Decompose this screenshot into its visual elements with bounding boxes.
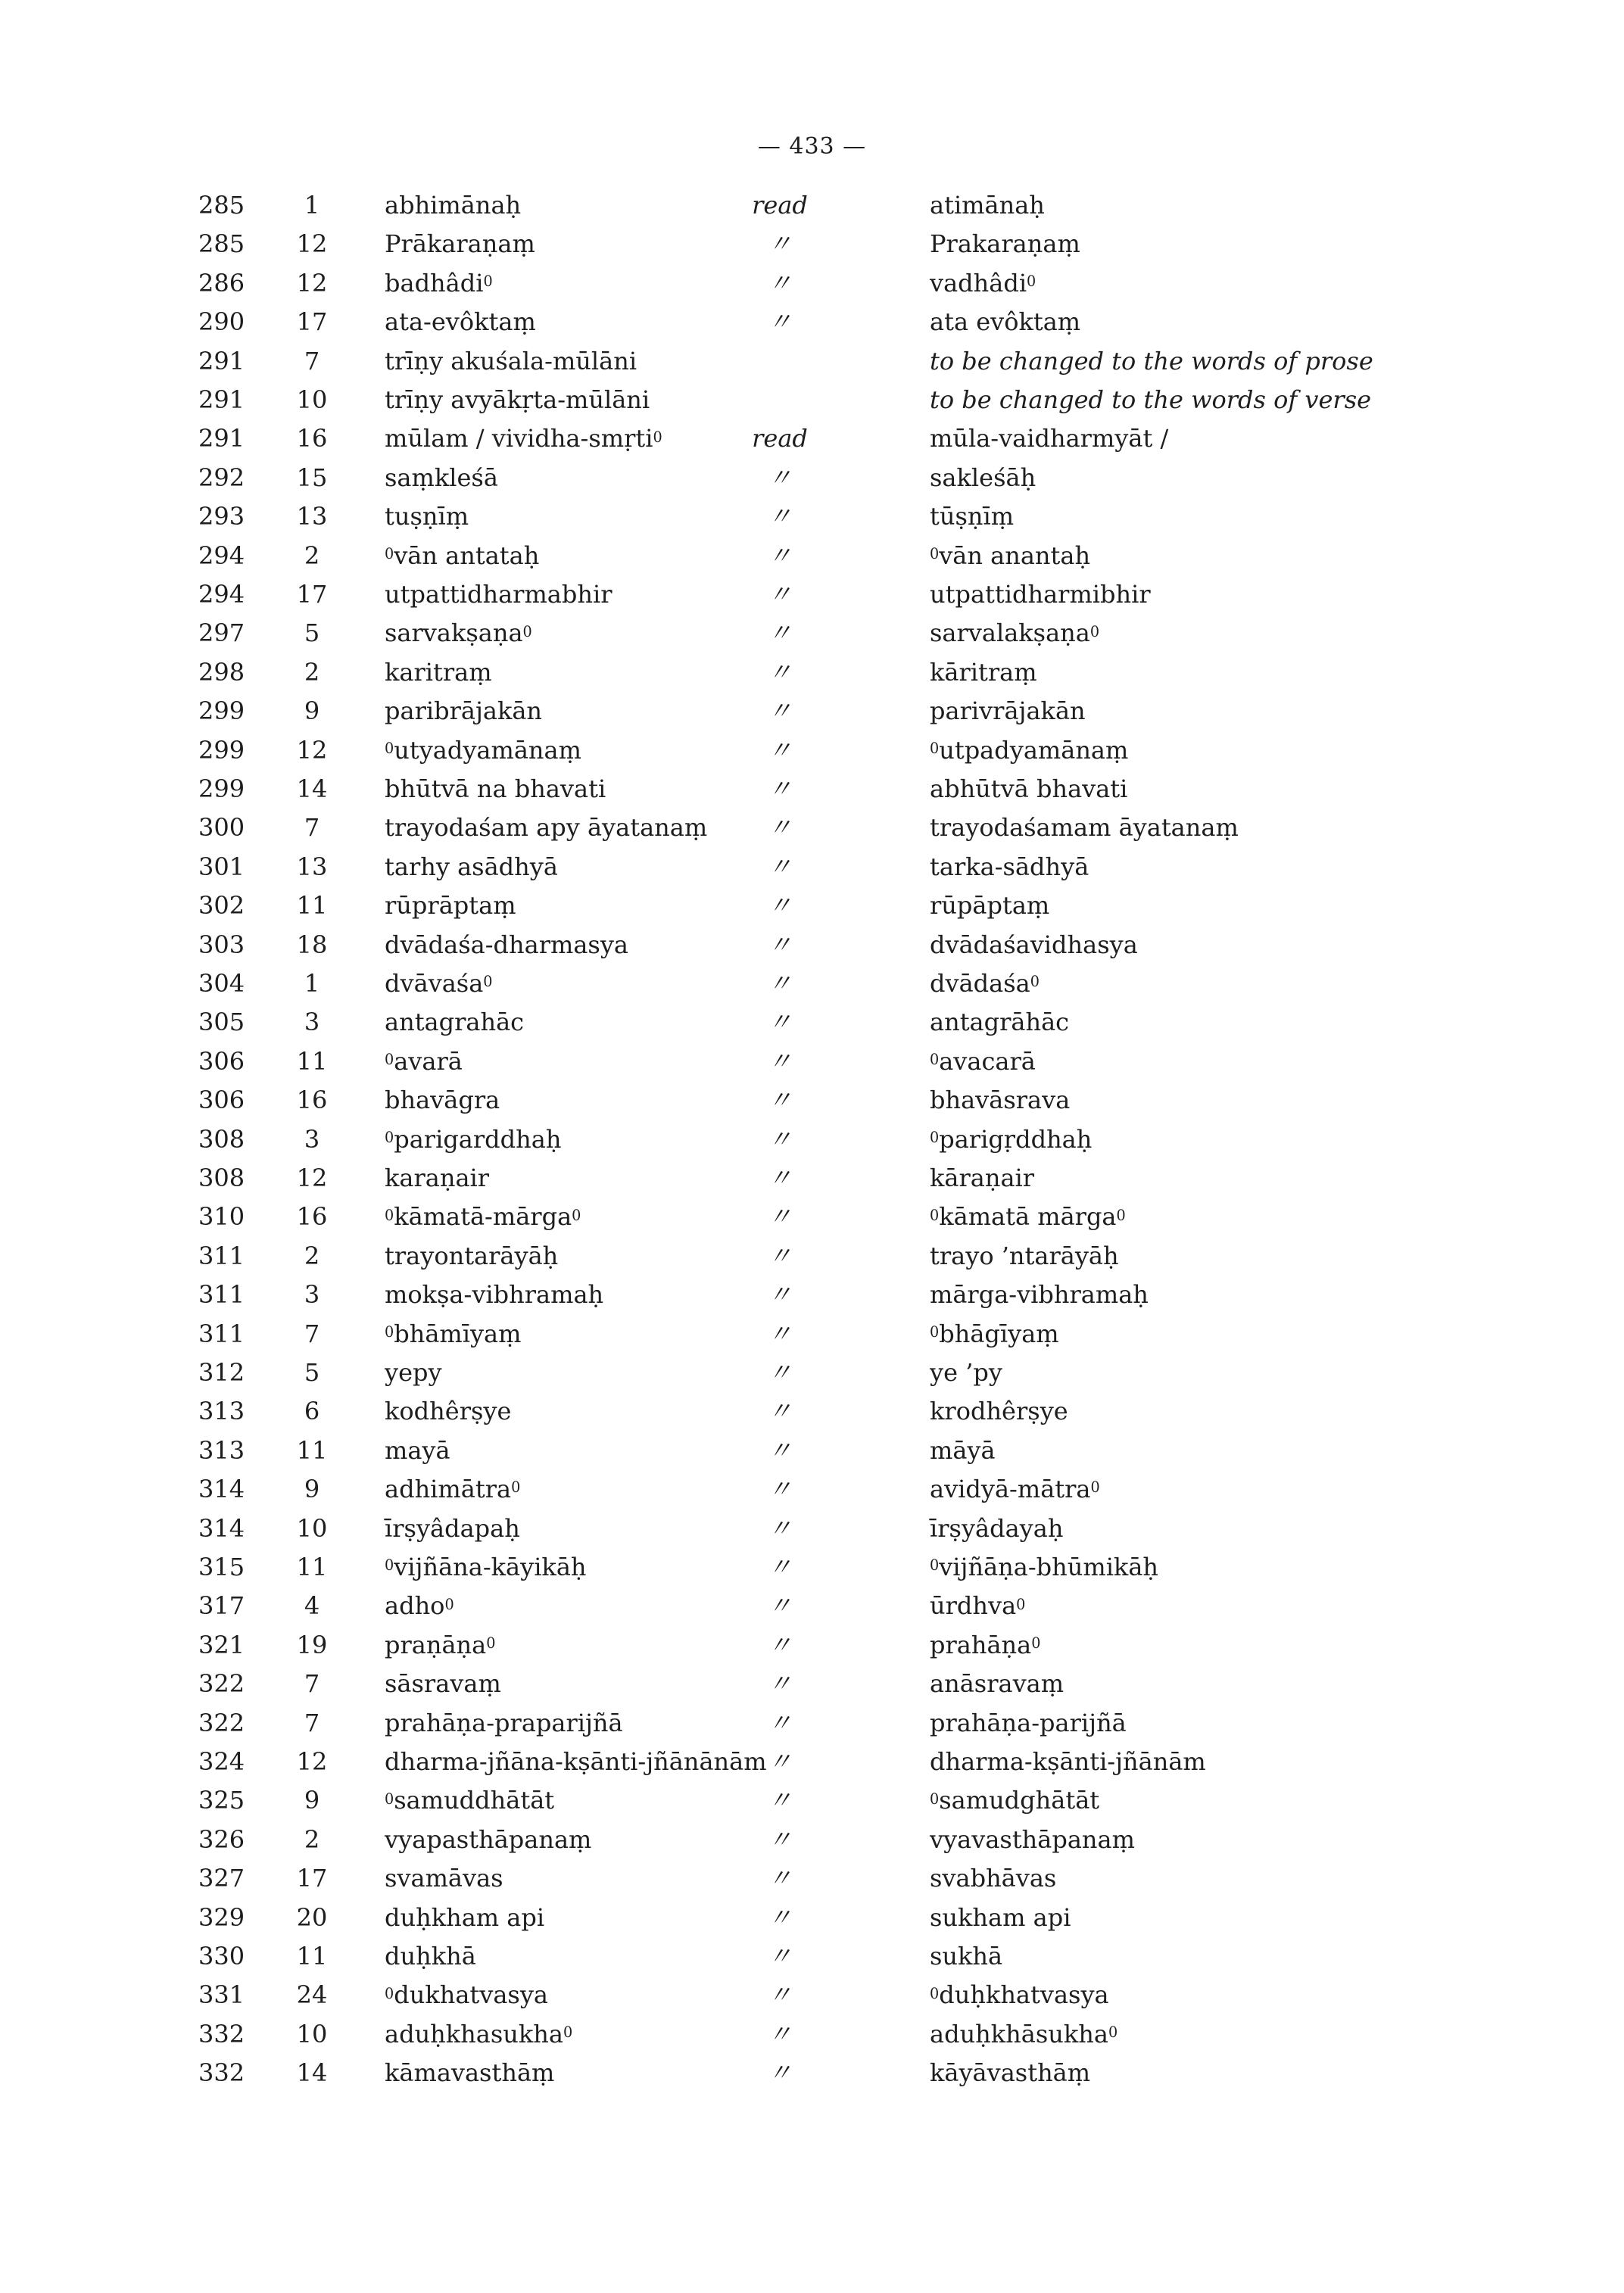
erroneous-reading: trayodaśam apy āyatanaṃ [385,813,708,843]
correct-reading: antagrāhāc [930,1008,1070,1037]
errata-row [0,1625,1624,1665]
errata-row [0,653,1624,692]
line-ref: 20 [296,1902,328,1932]
line-ref: 10 [296,1513,328,1543]
erroneous-reading: trīṇy avyākṛta-mūlāni [385,385,650,414]
line-ref: 24 [296,1980,328,2010]
errata-row [0,1936,1624,1976]
errata-row [0,613,1624,653]
errata-row [0,1002,1624,1042]
line-ref: 9 [304,1475,320,1504]
read-marker: read [752,191,808,220]
correct-reading: to be changed to the words of verse [930,385,1372,414]
errata-row [0,1469,1624,1509]
correct-reading: ata evôktaṃ [930,307,1081,337]
line-ref: 11 [296,1942,328,1971]
page-ref: 314 [198,1475,245,1504]
erroneous-reading: adhimātra$^0$ [385,1475,521,1504]
line-ref: 9 [304,696,320,726]
page-ref: 314 [198,1513,245,1543]
correct-reading: aduḥkhāsukha$^0$ [930,2019,1118,2048]
errata-row [0,1391,1624,1431]
line-ref: 4 [304,1591,320,1621]
line-ref: 2 [304,541,320,570]
read-marker: 〃 [767,774,792,803]
errata-row [0,1431,1624,1470]
erroneous-reading: kāmavasthāṃ [385,2058,555,2088]
page-ref: 322 [198,1708,245,1737]
line-ref: 17 [296,1864,328,1893]
line-ref: 12 [296,268,328,298]
page-ref: 313 [198,1435,245,1465]
errata-row [0,263,1624,303]
line-ref: 7 [304,1708,320,1737]
erroneous-reading: trīṇy akuśala-mūlāni [385,346,637,375]
page-ref: 311 [198,1241,245,1270]
read-marker: 〃 [767,852,792,881]
erroneous-reading: svamāvas [385,1864,503,1893]
line-ref: 5 [304,1358,320,1387]
line-ref: 3 [304,1280,320,1310]
correct-reading: to be changed to the words of prose [930,346,1373,375]
page-ref: 331 [198,1980,245,2010]
read-marker: 〃 [767,1669,792,1699]
errata-row [0,808,1624,847]
correct-reading: trayo ’ntarāyāḥ [930,1241,1119,1270]
read-marker: 〃 [767,1591,792,1621]
page-ref: 299 [198,735,245,765]
page-ref: 332 [198,2058,245,2088]
read-marker: 〃 [767,502,792,531]
errata-row [0,497,1624,536]
page-ref: 330 [198,1942,245,1971]
erroneous-reading: sāsravaṃ [385,1669,501,1699]
erroneous-reading: bhūtvā na bhavati [385,774,606,803]
errata-row [0,769,1624,808]
errata-row [0,1742,1624,1781]
page-ref: 291 [198,424,245,453]
line-ref: 2 [304,1824,320,1854]
erroneous-reading: $^0$bhāmīyaṃ [385,1319,522,1348]
erroneous-reading: antagrahāc [385,1008,525,1037]
errata-row [0,458,1624,497]
line-ref: 1 [304,191,320,220]
erroneous-reading: saṃkleśā [385,463,498,492]
correct-reading: vadhâdi$^0$ [930,268,1036,298]
line-ref: 7 [304,813,320,843]
read-marker: 〃 [767,1164,792,1192]
line-ref: 17 [296,307,328,337]
erroneous-reading: paribrājakān [385,696,543,726]
correct-reading: rūpāptaṃ [930,891,1050,921]
correct-reading: kāritraṃ [930,657,1037,687]
read-marker: 〃 [767,1513,792,1543]
line-ref: 11 [296,1435,328,1465]
errata-row [0,1586,1624,1625]
correct-reading: sukham api [930,1902,1071,1932]
correct-reading: dharma-kṣānti-jñānām [930,1747,1206,1776]
erroneous-reading: duḥkhā [385,1942,476,1971]
erroneous-reading: trayontarāyāḥ [385,1241,559,1270]
erroneous-reading: $^0$parigarddhaḥ [385,1124,562,1154]
errata-row [0,575,1624,614]
correct-reading: atimānaḥ [930,191,1045,220]
page-ref: 326 [198,1824,245,1854]
read-marker: 〃 [767,1358,792,1387]
read-marker: 〃 [767,696,792,726]
errata-row [0,1275,1624,1314]
errata-row [0,886,1624,925]
errata-row [0,964,1624,1003]
errata-row [0,302,1624,341]
page-ref: 311 [198,1280,245,1310]
line-ref: 3 [304,1124,320,1154]
erroneous-reading: aduḥkhasukha$^0$ [385,2019,573,2048]
erroneous-reading: dvāvaśa$^0$ [385,969,493,998]
read-marker: 〃 [767,1202,792,1232]
line-ref: 2 [304,1241,320,1270]
read-marker: 〃 [767,1824,792,1854]
line-ref: 13 [296,502,328,531]
read-marker: 〃 [767,1046,792,1076]
page-ref: 299 [198,774,245,803]
errata-row [0,1703,1624,1743]
erroneous-reading: mayā [385,1435,450,1465]
errata-row [0,847,1624,886]
erroneous-reading: badhâdi$^0$ [385,268,493,298]
read-marker: 〃 [767,1280,792,1310]
errata-row [0,1898,1624,1937]
read-marker: 〃 [767,541,792,570]
erroneous-reading: $^0$vān antataḥ [385,541,540,570]
line-ref: 14 [296,2058,328,2088]
erroneous-reading: abhimānaḥ [385,191,522,220]
correct-reading: $^0$utpadyamānaṃ [930,735,1129,765]
errata-row [0,1042,1624,1081]
page-ref: 298 [198,657,245,687]
correct-reading: avidyā-mātra$^0$ [930,1475,1100,1504]
page-ref: 322 [198,1669,245,1699]
line-ref: 2 [304,657,320,687]
errata-row [0,1353,1624,1392]
erroneous-reading: duḥkham api [385,1902,545,1932]
correct-reading: $^0$vān anantaḥ [930,541,1091,570]
line-ref: 19 [296,1630,328,1659]
errata-row [0,419,1624,458]
page-ref: 301 [198,852,245,881]
page-ref: 291 [198,385,245,414]
correct-reading: utpattidharmibhir [930,580,1151,609]
read-marker: 〃 [767,1475,792,1504]
correct-reading: anāsravaṃ [930,1669,1064,1699]
line-ref: 16 [296,1202,328,1232]
read-marker: 〃 [767,1553,792,1581]
page-ref: 332 [198,2019,245,2048]
page-ref: 312 [198,1358,245,1387]
page-ref: 306 [198,1046,245,1076]
correct-reading: abhūtvā bhavati [930,774,1128,803]
page-ref: 310 [198,1202,245,1232]
page-ref: 311 [198,1319,245,1348]
errata-row [0,1975,1624,2014]
page-ref: 315 [198,1553,245,1581]
errata-row [0,380,1624,419]
erroneous-reading: karaṇair [385,1164,490,1192]
read-marker: 〃 [767,1319,792,1348]
correct-reading: sarvalakṣaṇa$^0$ [930,618,1100,648]
erroneous-reading: $^0$avarā [385,1046,463,1076]
line-ref: 11 [296,1046,328,1076]
page-ref: 324 [198,1747,245,1776]
page-ref: 303 [198,930,245,959]
erroneous-reading: adho$^0$ [385,1591,454,1621]
page-ref: 321 [198,1630,245,1659]
correct-reading: trayodaśamam āyatanaṃ [930,813,1239,843]
read-marker: 〃 [767,969,792,998]
erroneous-reading: utpattidharmabhir [385,580,613,609]
read-marker: 〃 [767,1086,792,1115]
page-ref: 297 [198,618,245,648]
page-ref: 308 [198,1124,245,1154]
errata-row [0,1781,1624,1820]
line-ref: 18 [296,930,328,959]
correct-reading: Prakaraṇaṃ [930,229,1080,259]
line-ref: 6 [304,1397,320,1426]
erroneous-reading: sarvakṣaṇa$^0$ [385,618,532,648]
read-marker: read [752,424,808,453]
line-ref: 16 [296,1086,328,1115]
line-ref: 3 [304,1008,320,1037]
read-marker: 〃 [767,1708,792,1737]
line-ref: 9 [304,1786,320,1815]
read-marker: 〃 [767,1786,792,1815]
page-ref: 294 [198,580,245,609]
erroneous-reading: $^0$kāmatā-mārga$^0$ [385,1202,581,1232]
erroneous-reading: praṇāṇa$^0$ [385,1630,496,1659]
line-ref: 12 [296,229,328,259]
errata-row [0,925,1624,964]
erroneous-reading: mūlam / vividha-smṛti$^0$ [385,424,662,453]
line-ref: 12 [296,735,328,765]
correct-reading: svabhāvas [930,1864,1057,1893]
erroneous-reading: $^0$dukhatvasya [385,1980,548,2010]
correct-reading: mārga-vibhramaḥ [930,1280,1149,1310]
errata-row [0,536,1624,575]
read-marker: 〃 [767,657,792,687]
errata-row [0,1236,1624,1276]
read-marker: 〃 [767,2019,792,2048]
read-marker: 〃 [767,930,792,959]
erroneous-reading: rūprāptaṃ [385,891,516,921]
errata-row [0,224,1624,263]
read-marker: 〃 [767,580,792,609]
correct-reading: bhavāsrava [930,1086,1071,1115]
erroneous-reading: tuṣṇīṃ [385,502,469,531]
page-ref: 327 [198,1864,245,1893]
errata-row [0,2014,1624,2054]
line-ref: 7 [304,1319,320,1348]
line-ref: 11 [296,891,328,921]
erroneous-reading: mokṣa-vibhramaḥ [385,1280,604,1310]
correct-reading: $^0$avacarā [930,1046,1036,1076]
correct-reading: dvādaśavidhasya [930,930,1138,959]
read-marker: 〃 [767,1902,792,1932]
read-marker: 〃 [767,618,792,648]
page-ref: 302 [198,891,245,921]
read-marker: 〃 [767,891,792,921]
correct-reading: $^0$vijñāṇa-bhūmikāḥ [930,1553,1158,1581]
correct-reading: prahāṇa-parijñā [930,1708,1127,1737]
errata-row [0,1197,1624,1236]
errata-row [0,691,1624,731]
page-number: — 433 — [757,133,867,160]
read-marker: 〃 [767,268,792,298]
correct-reading: $^0$samudghātāt [930,1786,1100,1815]
line-ref: 7 [304,346,320,375]
correct-reading: $^0$duḥkhatvasya [930,1980,1109,2010]
read-marker: 〃 [767,1008,792,1037]
read-marker: 〃 [767,1241,792,1270]
line-ref: 12 [296,1747,328,1776]
line-ref: 1 [304,969,320,998]
erroneous-reading: īrṣyâdapaḥ [385,1513,520,1543]
erroneous-reading: tarhy asādhyā [385,852,558,881]
page-ref: 305 [198,1008,245,1037]
correct-reading: $^0$parigṛddhaḥ [930,1124,1093,1154]
read-marker: 〃 [767,463,792,492]
page-ref: 317 [198,1591,245,1621]
read-marker: 〃 [767,1397,792,1426]
line-ref: 10 [296,2019,328,2048]
page-ref: 285 [198,191,245,220]
errata-row [0,185,1624,225]
correct-reading: īrṣyâdayaḥ [930,1513,1064,1543]
page-ref: 306 [198,1086,245,1115]
page-ref: 290 [198,307,245,337]
read-marker: 〃 [767,1864,792,1893]
erroneous-reading: $^0$utyadyamānaṃ [385,735,581,765]
correct-reading: sukhā [930,1942,1003,1971]
read-marker: 〃 [767,1747,792,1776]
erroneous-reading: prahāṇa-praparijñā [385,1708,623,1737]
correct-reading: parivrājakān [930,696,1086,726]
page-ref: 313 [198,1397,245,1426]
correct-reading: kāraṇair [930,1164,1035,1192]
errata-row [0,1120,1624,1159]
correct-reading: kāyāvasthāṃ [930,2058,1091,2088]
correct-reading: $^0$kāmatā mārga$^0$ [930,1202,1126,1232]
read-marker: 〃 [767,1435,792,1465]
read-marker: 〃 [767,307,792,337]
erroneous-reading: $^0$samuddhātāt [385,1786,555,1815]
correct-reading: ye ’py [930,1358,1002,1387]
erroneous-reading: dharma-jñāna-kṣānti-jñānānām [385,1747,767,1776]
correct-reading: ūrdhva$^0$ [930,1591,1026,1621]
correct-reading: krodhêrṣye [930,1397,1068,1426]
correct-reading: vyavasthāpanaṃ [930,1824,1135,1854]
errata-row [0,1547,1624,1587]
read-marker: 〃 [767,229,792,259]
line-ref: 5 [304,618,320,648]
erroneous-reading: Prākaraṇaṃ [385,229,535,259]
page-ref: 299 [198,696,245,726]
read-marker: 〃 [767,2058,792,2088]
errata-row [0,1664,1624,1703]
errata-row [0,1314,1624,1354]
read-marker: 〃 [767,735,792,765]
read-marker: 〃 [767,1942,792,1971]
erroneous-reading: vyapasthāpanaṃ [385,1824,592,1854]
read-marker: 〃 [767,1980,792,2010]
errata-row [0,341,1624,381]
errata-row [0,1509,1624,1548]
correct-reading: tarka-sādhyā [930,852,1089,881]
line-ref: 17 [296,580,328,609]
page-ref: 300 [198,813,245,843]
correct-reading: prahāṇa$^0$ [930,1630,1041,1659]
read-marker: 〃 [767,1630,792,1659]
line-ref: 14 [296,774,328,803]
errata-row [0,1820,1624,1859]
line-ref: 7 [304,1669,320,1699]
correct-reading: tūṣṇīṃ [930,502,1015,531]
errata-row [0,2053,1624,2092]
page-ref: 285 [198,229,245,259]
page-ref: 329 [198,1902,245,1932]
errata-row [0,1080,1624,1120]
line-ref: 10 [296,385,328,414]
line-ref: 11 [296,1553,328,1581]
correct-reading: sakleśāḥ [930,463,1036,492]
erroneous-reading: bhavāgra [385,1086,500,1115]
erroneous-reading: kodhêrṣye [385,1397,512,1426]
erroneous-reading: karitraṃ [385,657,492,687]
line-ref: 15 [296,463,328,492]
errata-row [0,1158,1624,1198]
erroneous-reading: ata-evôktaṃ [385,307,536,337]
errata-row [0,1858,1624,1898]
page-ref: 293 [198,502,245,531]
page-ref: 286 [198,268,245,298]
line-ref: 16 [296,424,328,453]
page-ref: 325 [198,1786,245,1815]
page-ref: 294 [198,541,245,570]
errata-row [0,731,1624,770]
correct-reading: dvādaśa$^0$ [930,969,1040,998]
correct-reading: $^0$bhāgīyaṃ [930,1319,1059,1348]
line-ref: 12 [296,1164,328,1192]
page-ref: 304 [198,969,245,998]
correct-reading: māyā [930,1435,996,1465]
erroneous-reading: yepy [385,1358,442,1387]
line-ref: 13 [296,852,328,881]
correct-reading: mūla-vaidharmyāt / [930,424,1169,453]
erroneous-reading: $^0$vijñāna-kāyikāḥ [385,1553,587,1581]
page-ref: 308 [198,1164,245,1192]
page-ref: 292 [198,463,245,492]
erroneous-reading: dvādaśa-dharmasya [385,930,628,959]
read-marker: 〃 [767,813,792,843]
read-marker: 〃 [767,1124,792,1154]
page-ref: 291 [198,346,245,375]
